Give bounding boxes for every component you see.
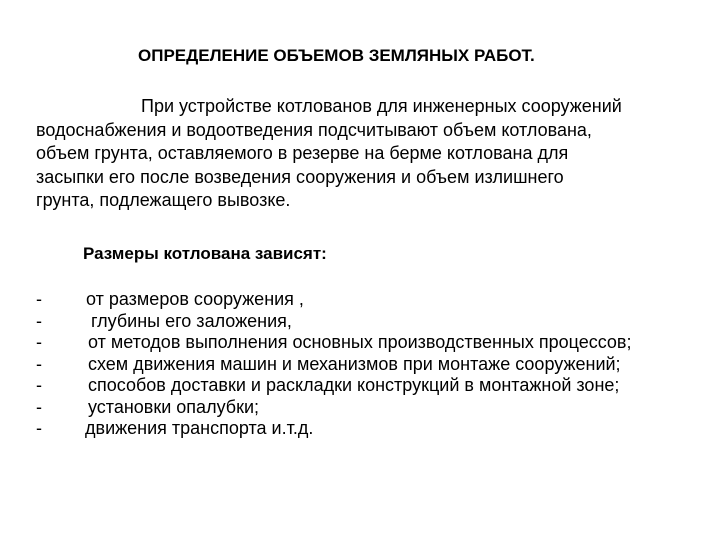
list-dash: - <box>36 310 42 331</box>
list-item-text: от размеров сооружения , <box>86 289 304 309</box>
list-item-text: установки опалубки; <box>88 396 260 417</box>
intro-paragraph <box>36 95 696 213</box>
list-heading: Размеры котлована зависят: <box>83 244 327 263</box>
list-dash: - <box>36 289 42 309</box>
list-dash: - <box>36 396 42 417</box>
paragraph-line: засыпки его после возведения сооружения и объем излишнего <box>36 166 564 187</box>
document-title: ОПРЕДЕЛЕНИЕ ОБЪЕМОВ ЗЕМЛЯНЫХ РАБОТ. <box>138 46 535 65</box>
paragraph-line: водоснабжения и водоотведения подсчитывают объем котлована, <box>36 119 592 140</box>
list-item-text: способов доставки и раскладки конструкций в монтажной зоне; <box>88 375 620 395</box>
list-dash: - <box>36 375 42 395</box>
list-item-text: схем движения машин и механизмов при монтаже сооружений; <box>88 353 621 374</box>
paragraph-line: грунта, подлежащего вывозке. <box>36 190 291 210</box>
list-item-text: от методов выполнения основных производственных процессов; <box>88 332 632 352</box>
list-item-text: глубины его заложения, <box>91 310 292 331</box>
paragraph-line: объем грунта, оставляемого в резерве на берме котлована для <box>36 143 569 163</box>
list-dash: - <box>36 353 42 374</box>
list-item-text: движения транспорта и.т.д. <box>85 418 314 438</box>
list-dash: - <box>36 332 42 352</box>
list-dash: - <box>36 418 42 438</box>
paragraph-line: При устройстве котлованов для инженерных сооружений <box>141 96 622 116</box>
